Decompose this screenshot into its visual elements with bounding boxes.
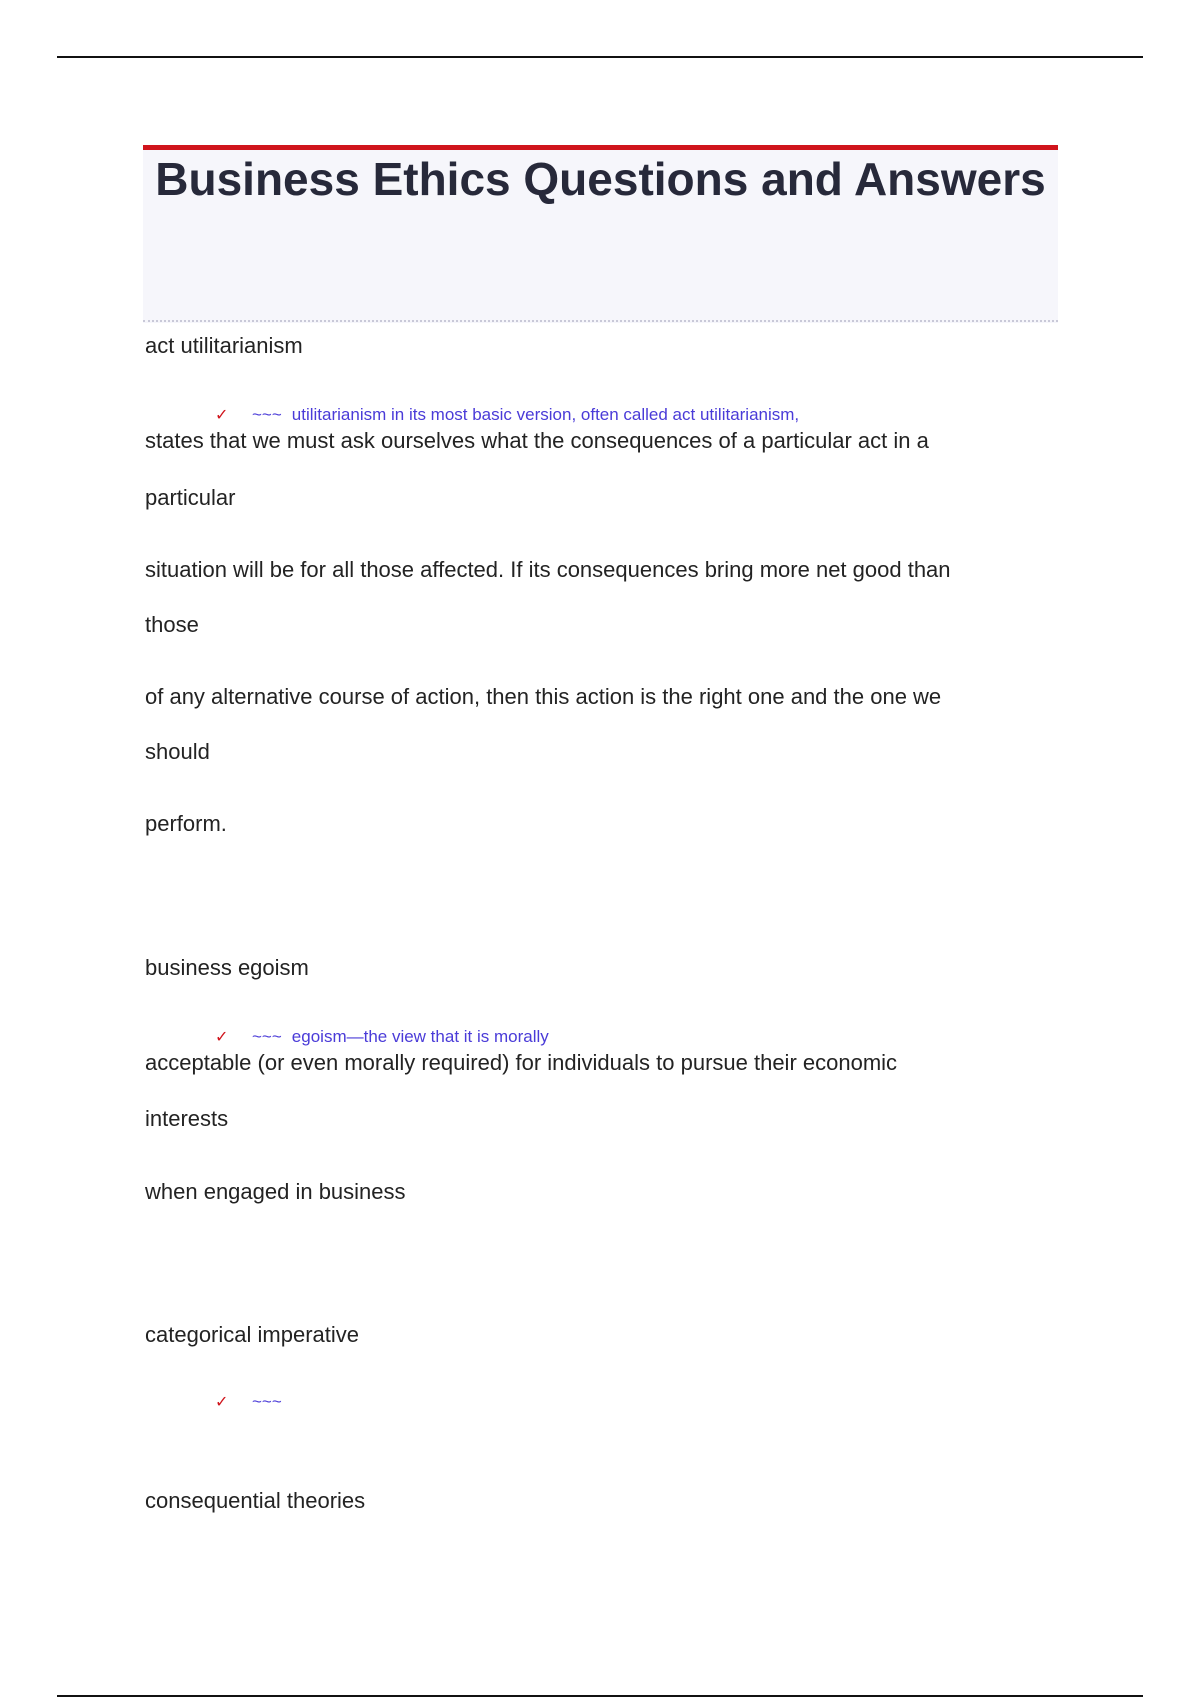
answer-marker-row — [215, 1026, 549, 1048]
answer-line: acceptable (or even morally required) for individuals to pursue their economic — [145, 1050, 898, 1075]
answer-lead-text: egoism—the view that it is morally — [291, 1027, 549, 1046]
answer-marker: ~~~ — [252, 405, 282, 424]
answer-line: perform. — [145, 811, 227, 836]
checkmark-icon: ✓ — [215, 405, 229, 424]
answer-line: states that we must ask ourselves what the consequences of a particular act in a — [145, 428, 929, 453]
answer-marker: ~~~ — [252, 1392, 282, 1411]
answer-line: when engaged in business — [145, 1179, 406, 1204]
page-top-rule — [57, 56, 1143, 58]
term-act-utilitarianism: act utilitarianism — [145, 333, 303, 358]
term-consequential-theories: consequential theories — [145, 1488, 366, 1513]
answer-line: particular — [145, 485, 236, 510]
title-dotted-divider — [143, 320, 1058, 322]
checkmark-icon: ✓ — [215, 1392, 229, 1411]
answer-lead-text: utilitarianism in its most basic version, often called act utilitarianism, — [291, 405, 800, 424]
answer-line: of any alternative course of action, then this action is the right one and the one we — [145, 684, 942, 709]
term-categorical-imperative: categorical imperative — [145, 1322, 359, 1347]
page-bottom-rule — [57, 1695, 1143, 1697]
answer-line: situation will be for all those affected. If its consequences bring more net good than — [145, 557, 951, 582]
checkmark-icon: ✓ — [215, 1027, 229, 1046]
term-business-egoism: business egoism — [145, 955, 309, 980]
answer-marker-row — [215, 1391, 292, 1413]
answer-line: those — [145, 612, 199, 637]
answer-line: interests — [145, 1106, 229, 1131]
answer-marker-row — [215, 404, 799, 426]
document-title: Business Ethics Questions and Answers — [155, 153, 1046, 205]
answer-line: should — [145, 739, 210, 764]
answer-marker: ~~~ — [252, 1027, 282, 1046]
